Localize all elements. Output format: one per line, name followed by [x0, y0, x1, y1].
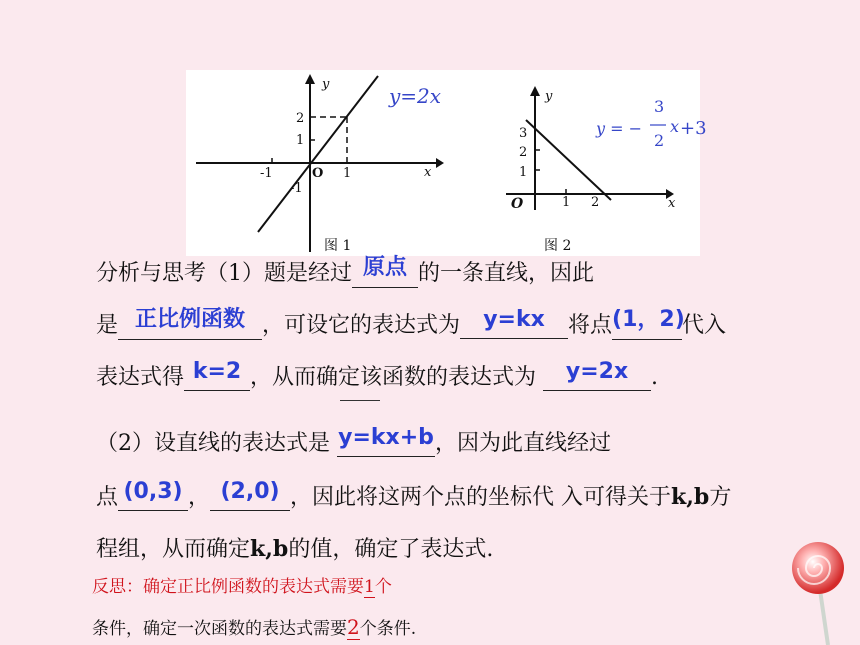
- fig1-origin-label: O: [312, 166, 324, 181]
- para1-line1: [96, 256, 594, 288]
- blank-origin: [352, 256, 418, 288]
- para1-l3-text-b: ，从而确定该函数的表达式为: [250, 365, 544, 390]
- fig1-x-arrow: [436, 158, 444, 168]
- blank-function-type: [118, 308, 262, 340]
- blank-general-expression: [337, 425, 435, 457]
- fig1-caption: 图 1: [324, 238, 352, 254]
- blank-point-b: [210, 479, 290, 511]
- para2-l2-kb: k,b: [671, 484, 710, 510]
- divider-mark: [340, 400, 380, 401]
- fig1-equation: y=2x: [389, 84, 442, 108]
- blank-result: [543, 359, 651, 391]
- para1-l2-text-d: 代入: [682, 313, 727, 338]
- blank-general-expression-answer: y=kx+b: [338, 425, 434, 450]
- para1-l2-text-c: 将点: [568, 313, 613, 338]
- fig1-ytick-2: 2: [296, 111, 305, 126]
- fig1-y-arrow: [305, 74, 315, 84]
- fig2-ytick-2: 2: [519, 145, 528, 160]
- blank-origin-answer: 原点: [362, 255, 407, 280]
- fig1-ytick-1: 1: [296, 133, 305, 148]
- para2-l2-text-b: ，: [188, 485, 211, 510]
- para2-l2-text-c: ，因此将这两个点的坐标代 入可得关于: [290, 485, 672, 510]
- figure-2: [506, 86, 707, 254]
- fig2-eq-x: x: [670, 117, 680, 136]
- fig1-xtick-neg1: -1: [260, 166, 273, 181]
- para2-line2: [96, 480, 731, 511]
- fig2-eq-denominator: 2: [654, 131, 665, 150]
- blank-expression-answer: y=kx: [483, 307, 545, 332]
- para2-line3: [96, 532, 493, 563]
- fig1-line: [258, 76, 378, 232]
- graphs-svg: [186, 70, 707, 256]
- fig1-x-label: x: [424, 165, 432, 180]
- para1-l1-text-a: 分析与思考（1）题是经过: [96, 261, 352, 286]
- blank-point-answer: (1，2): [612, 307, 685, 332]
- para1-line2: [96, 308, 726, 340]
- reflection-count-1: 1: [364, 577, 375, 597]
- fig1-y-label: y: [322, 77, 330, 92]
- fig2-y-arrow: [530, 86, 540, 96]
- blank-point-a-answer: (0,3): [123, 479, 183, 504]
- para1-line3: [96, 360, 658, 391]
- para1-l3-text-a: 表达式得: [96, 365, 185, 390]
- fig2-eq-prefix: y = −: [596, 119, 643, 138]
- lollipop-decoration: [790, 540, 850, 645]
- reflection-count-2: 2: [347, 615, 360, 639]
- fig2-eq-numerator: 3: [654, 97, 665, 116]
- para1-l1-text-b: 的一条直线，因此: [418, 261, 595, 286]
- blank-function-type-answer: 正比例函数: [135, 307, 246, 332]
- para2-l2-text-d: 方: [709, 485, 732, 510]
- fig2-ytick-1: 1: [519, 165, 528, 180]
- blank-result-answer: y=2x: [565, 359, 629, 384]
- para2-l3-text-b: 的值，确定了表达式.: [288, 537, 494, 562]
- blank-point: [612, 307, 685, 340]
- fig1-ytick-neg1: -1: [290, 181, 303, 196]
- fig2-xtick-2: 2: [591, 195, 600, 210]
- reflection-l2-text-a: 条件，确定一次函数的表达式需要: [92, 619, 347, 639]
- reflection-line1: [92, 572, 392, 598]
- reflection-l1-text-a: 反思：确定正比例函数的表达式需要: [92, 577, 364, 597]
- fig2-xtick-1: 1: [562, 195, 571, 210]
- figure-1: [196, 74, 444, 254]
- para2-line1: [96, 426, 611, 457]
- para2-l3-kb: k,b: [250, 536, 289, 562]
- reflection-l1-text-b: 个: [374, 577, 392, 597]
- lollipop-candy: [792, 542, 844, 594]
- blank-point-a: [118, 479, 188, 511]
- fig2-ytick-3: 3: [519, 126, 528, 141]
- fig2-origin-label: O: [511, 196, 524, 212]
- para2-l2-text-a: 点: [96, 485, 119, 510]
- reflection-l2-text-b: 个条件.: [359, 619, 417, 639]
- lollipop-stick: [820, 590, 828, 645]
- fig2-caption: 图 2: [544, 238, 572, 254]
- fig2-eq-suffix: +3: [680, 118, 707, 139]
- blank-expression: [460, 307, 568, 339]
- reflection-line2: [92, 614, 416, 640]
- fig2-x-label: x: [668, 196, 676, 211]
- para1-l2-text-b: ，可设它的表达式为: [262, 313, 461, 338]
- fig2-y-label: y: [545, 89, 553, 104]
- fig1-xtick-1: 1: [343, 166, 352, 181]
- blank-k-value-answer: k=2: [192, 359, 242, 384]
- blank-k-value: [184, 359, 250, 391]
- para1-l3-text-c: .: [651, 365, 659, 390]
- para2-l1-text-a: （2）设直线的表达式是: [96, 431, 337, 456]
- para2-l3-text-a: 程组，从而确定: [96, 537, 251, 562]
- para2-l1-text-b: ，因为此直线经过: [435, 431, 612, 456]
- blank-point-b-answer: (2,0): [220, 479, 280, 504]
- para1-l2-text-a: 是: [96, 313, 119, 338]
- figure-panel: [186, 70, 707, 256]
